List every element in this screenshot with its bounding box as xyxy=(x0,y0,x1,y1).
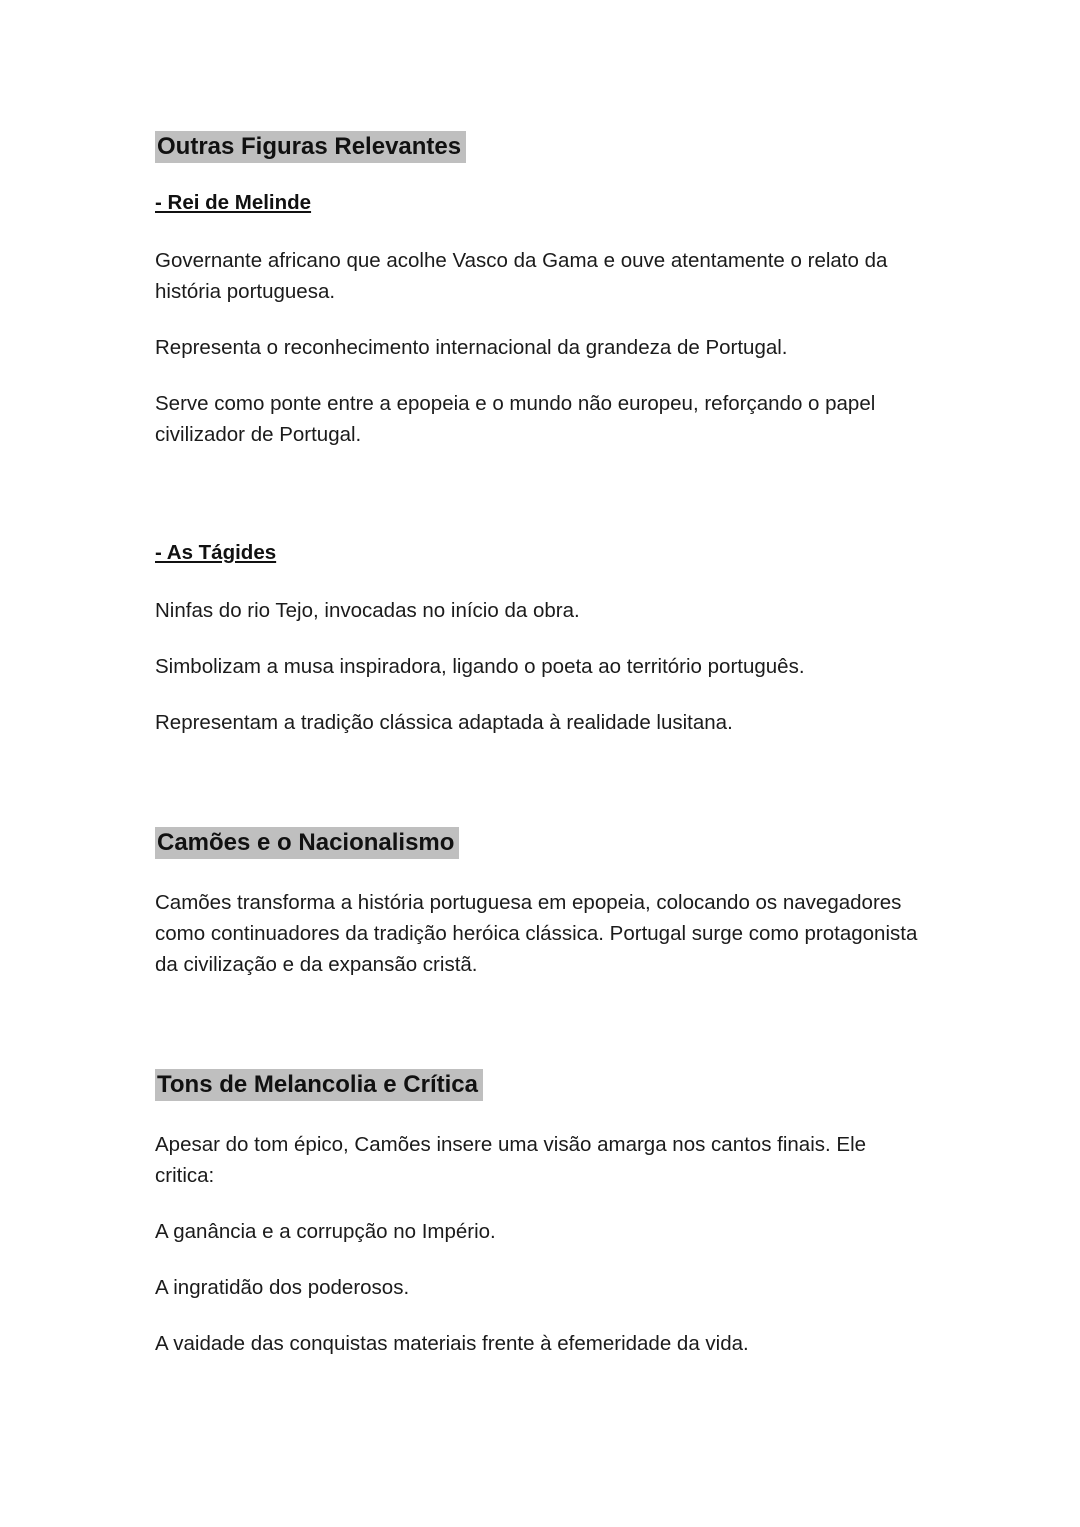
section-title-melancolia xyxy=(155,1071,925,1099)
section-title-outras-figuras xyxy=(155,133,925,161)
document-content xyxy=(155,133,925,1359)
paragraph: Representa o reconhecimento internacional da grandeza de Portugal. xyxy=(155,336,788,359)
paragraph: Simbolizam a musa inspiradora, ligando o poeta ao território português. xyxy=(155,655,805,678)
paragraph: Representam a tradição clássica adaptada à realidade lusitana. xyxy=(155,711,733,734)
section-spacer xyxy=(155,763,925,829)
highlighted-title-text: Outras Figuras Relevantes xyxy=(155,131,466,163)
section-spacer xyxy=(155,1005,925,1071)
paragraph: Camões transforma a história portuguesa em epopeia, colocando os navegadores como continuadores da tradição heróica clássica. Portugal surge como protagonista da civilização e da expansão cristã. xyxy=(155,891,918,976)
subsection-heading-as-tagides: - As Tágides xyxy=(155,541,277,564)
paragraph: Apesar do tom épico, Camões insere uma visão amarga nos cantos finais. Ele critica: xyxy=(155,1133,867,1187)
section-spacer xyxy=(155,475,925,541)
paragraph: Ninfas do rio Tejo, invocadas no início da obra. xyxy=(155,599,580,622)
highlighted-title-text: Tons de Melancolia e Crítica xyxy=(155,1069,483,1101)
paragraph: A ingratidão dos poderosos. xyxy=(155,1276,410,1299)
paragraph: Serve como ponte entre a epopeia e o mundo não europeu, reforçando o papel civilizador de Portugal. xyxy=(155,392,876,446)
paragraph: A vaidade das conquistas materiais frente à efemeridade da vida. xyxy=(155,1332,749,1355)
paragraph: A ganância e a corrupção no Império. xyxy=(155,1220,496,1243)
subsection-heading-rei-de-melinde: - Rei de Melinde xyxy=(155,191,312,214)
highlighted-title-text: Camões e o Nacionalismo xyxy=(155,827,459,859)
paragraph: Governante africano que acolhe Vasco da Gama e ouve atentamente o relato da história portuguesa. xyxy=(155,249,888,303)
section-title-nacionalismo xyxy=(155,829,925,857)
